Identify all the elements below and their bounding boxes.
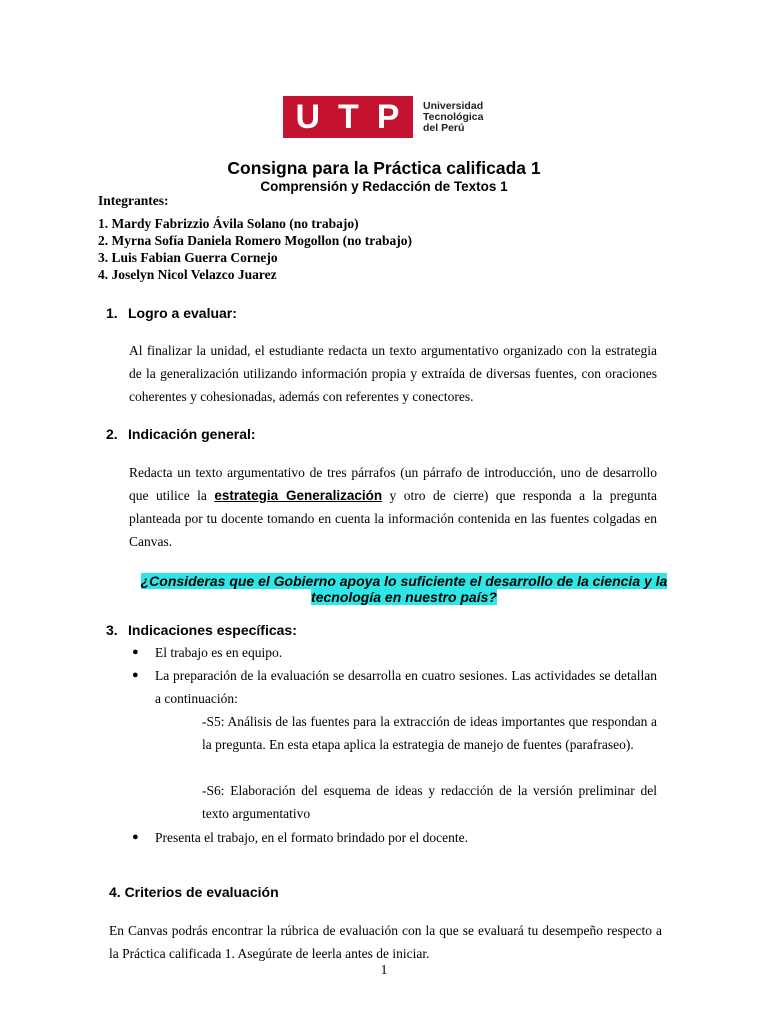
- logo-university-name: [423, 101, 483, 134]
- bullet-icon: ●: [132, 669, 139, 681]
- members-list: [98, 215, 412, 283]
- list-item: [129, 641, 657, 664]
- section3-bullets-top: [129, 641, 657, 710]
- page-number: 1: [380, 962, 388, 977]
- members-label: Integrantes:: [98, 193, 169, 208]
- bullet-text: El trabajo es en equipo.: [155, 645, 283, 660]
- section3-bullets-bottom: [129, 826, 657, 849]
- list-item: [129, 826, 657, 849]
- bullet-icon: ●: [132, 831, 139, 843]
- section1-number: 1.: [106, 305, 118, 321]
- bullet-text: Presenta el trabajo, en el formato brindado por el docente.: [155, 830, 469, 845]
- section3-title: Indicaciones específicas:: [128, 622, 297, 638]
- member-item: 1. Mardy Fabrizzio Ávila Solano (no trabajo): [98, 216, 359, 231]
- document-title: Consigna para la Práctica calificada 1: [227, 158, 541, 178]
- member-item: 4. Joselyn Nicol Velazco Juarez: [98, 267, 277, 282]
- logo-text-line: Tecnológica: [423, 110, 484, 123]
- member-item: 2. Myrna Sofía Daniela Romero Mogollon (no trabajo): [98, 233, 412, 248]
- section3-number: 3.: [106, 622, 118, 638]
- logo-letter-p: P: [376, 98, 401, 136]
- section2-heading: [106, 426, 256, 442]
- section4-heading: 4. Criterios de evaluación: [109, 884, 279, 900]
- logo-letter-t: T: [338, 98, 360, 136]
- utp-logo-box: [283, 96, 413, 138]
- logo-text-line: Universidad: [423, 99, 484, 112]
- strategy-emphasis: estrategia Generalización: [214, 488, 383, 503]
- section2-text-before: Redacta un texto argumentativo de tres párrafos (un párrafo de introducción, uno de desarrollo que utilice la: [129, 465, 657, 503]
- section1-heading: [106, 305, 237, 321]
- section4-text: En Canvas podrás encontrar la rúbrica de evaluación con la que se evaluará tu desempeño respecto a la Práctica calificada 1. Asegúrate de leerla antes de iniciar.: [109, 923, 662, 961]
- bullet-text: La preparación de la evaluación se desarrolla en cuatro sesiones. Las actividades se detallan a continuación:: [155, 668, 657, 706]
- document-subtitle: Comprensión y Redacción de Textos 1: [260, 179, 508, 194]
- bullet-icon: ●: [132, 646, 139, 658]
- list-item: [129, 664, 657, 710]
- member-item: 3. Luis Fabian Guerra Cornejo: [98, 250, 278, 265]
- logo-text-line: del Perú: [423, 121, 465, 134]
- section1-title: Logro a evaluar:: [128, 305, 237, 321]
- section2-number: 2.: [106, 426, 118, 442]
- section3-heading: [106, 622, 297, 638]
- logo-letter-u: U: [295, 98, 322, 136]
- guiding-question: [140, 573, 668, 605]
- session-s5: -S5: Análisis de las fuentes para la extracción de ideas importantes que respondan a la pregunta. En esta etapa aplica la estrategia de manejo de fuentes (parafraseo).: [202, 714, 657, 752]
- section2-text-after: y otro de cierre) que responda a la pregunta planteada por tu docente tomando en cuenta la información contenida en las fuentes colgadas en Canvas.: [129, 488, 657, 549]
- section2-text: [129, 461, 657, 553]
- section1-text: Al finalizar la unidad, el estudiante redacta un texto argumentativo organizado con la estrategia de la generalización utilizando información propia y extraída de diversas fuentes, con oraciones coherentes y cohesionadas, además con referentes y conectores.: [129, 343, 657, 404]
- utp-logo: [283, 96, 483, 138]
- section2-title: Indicación general:: [128, 426, 256, 442]
- guiding-question-text: ¿Consideras que el Gobierno apoya lo suficiente el desarrollo de la ciencia y la tecnología en nuestro país?: [140, 573, 668, 605]
- session-s6: -S6: Elaboración del esquema de ideas y redacción de la versión preliminar del texto argumentativo: [202, 783, 657, 821]
